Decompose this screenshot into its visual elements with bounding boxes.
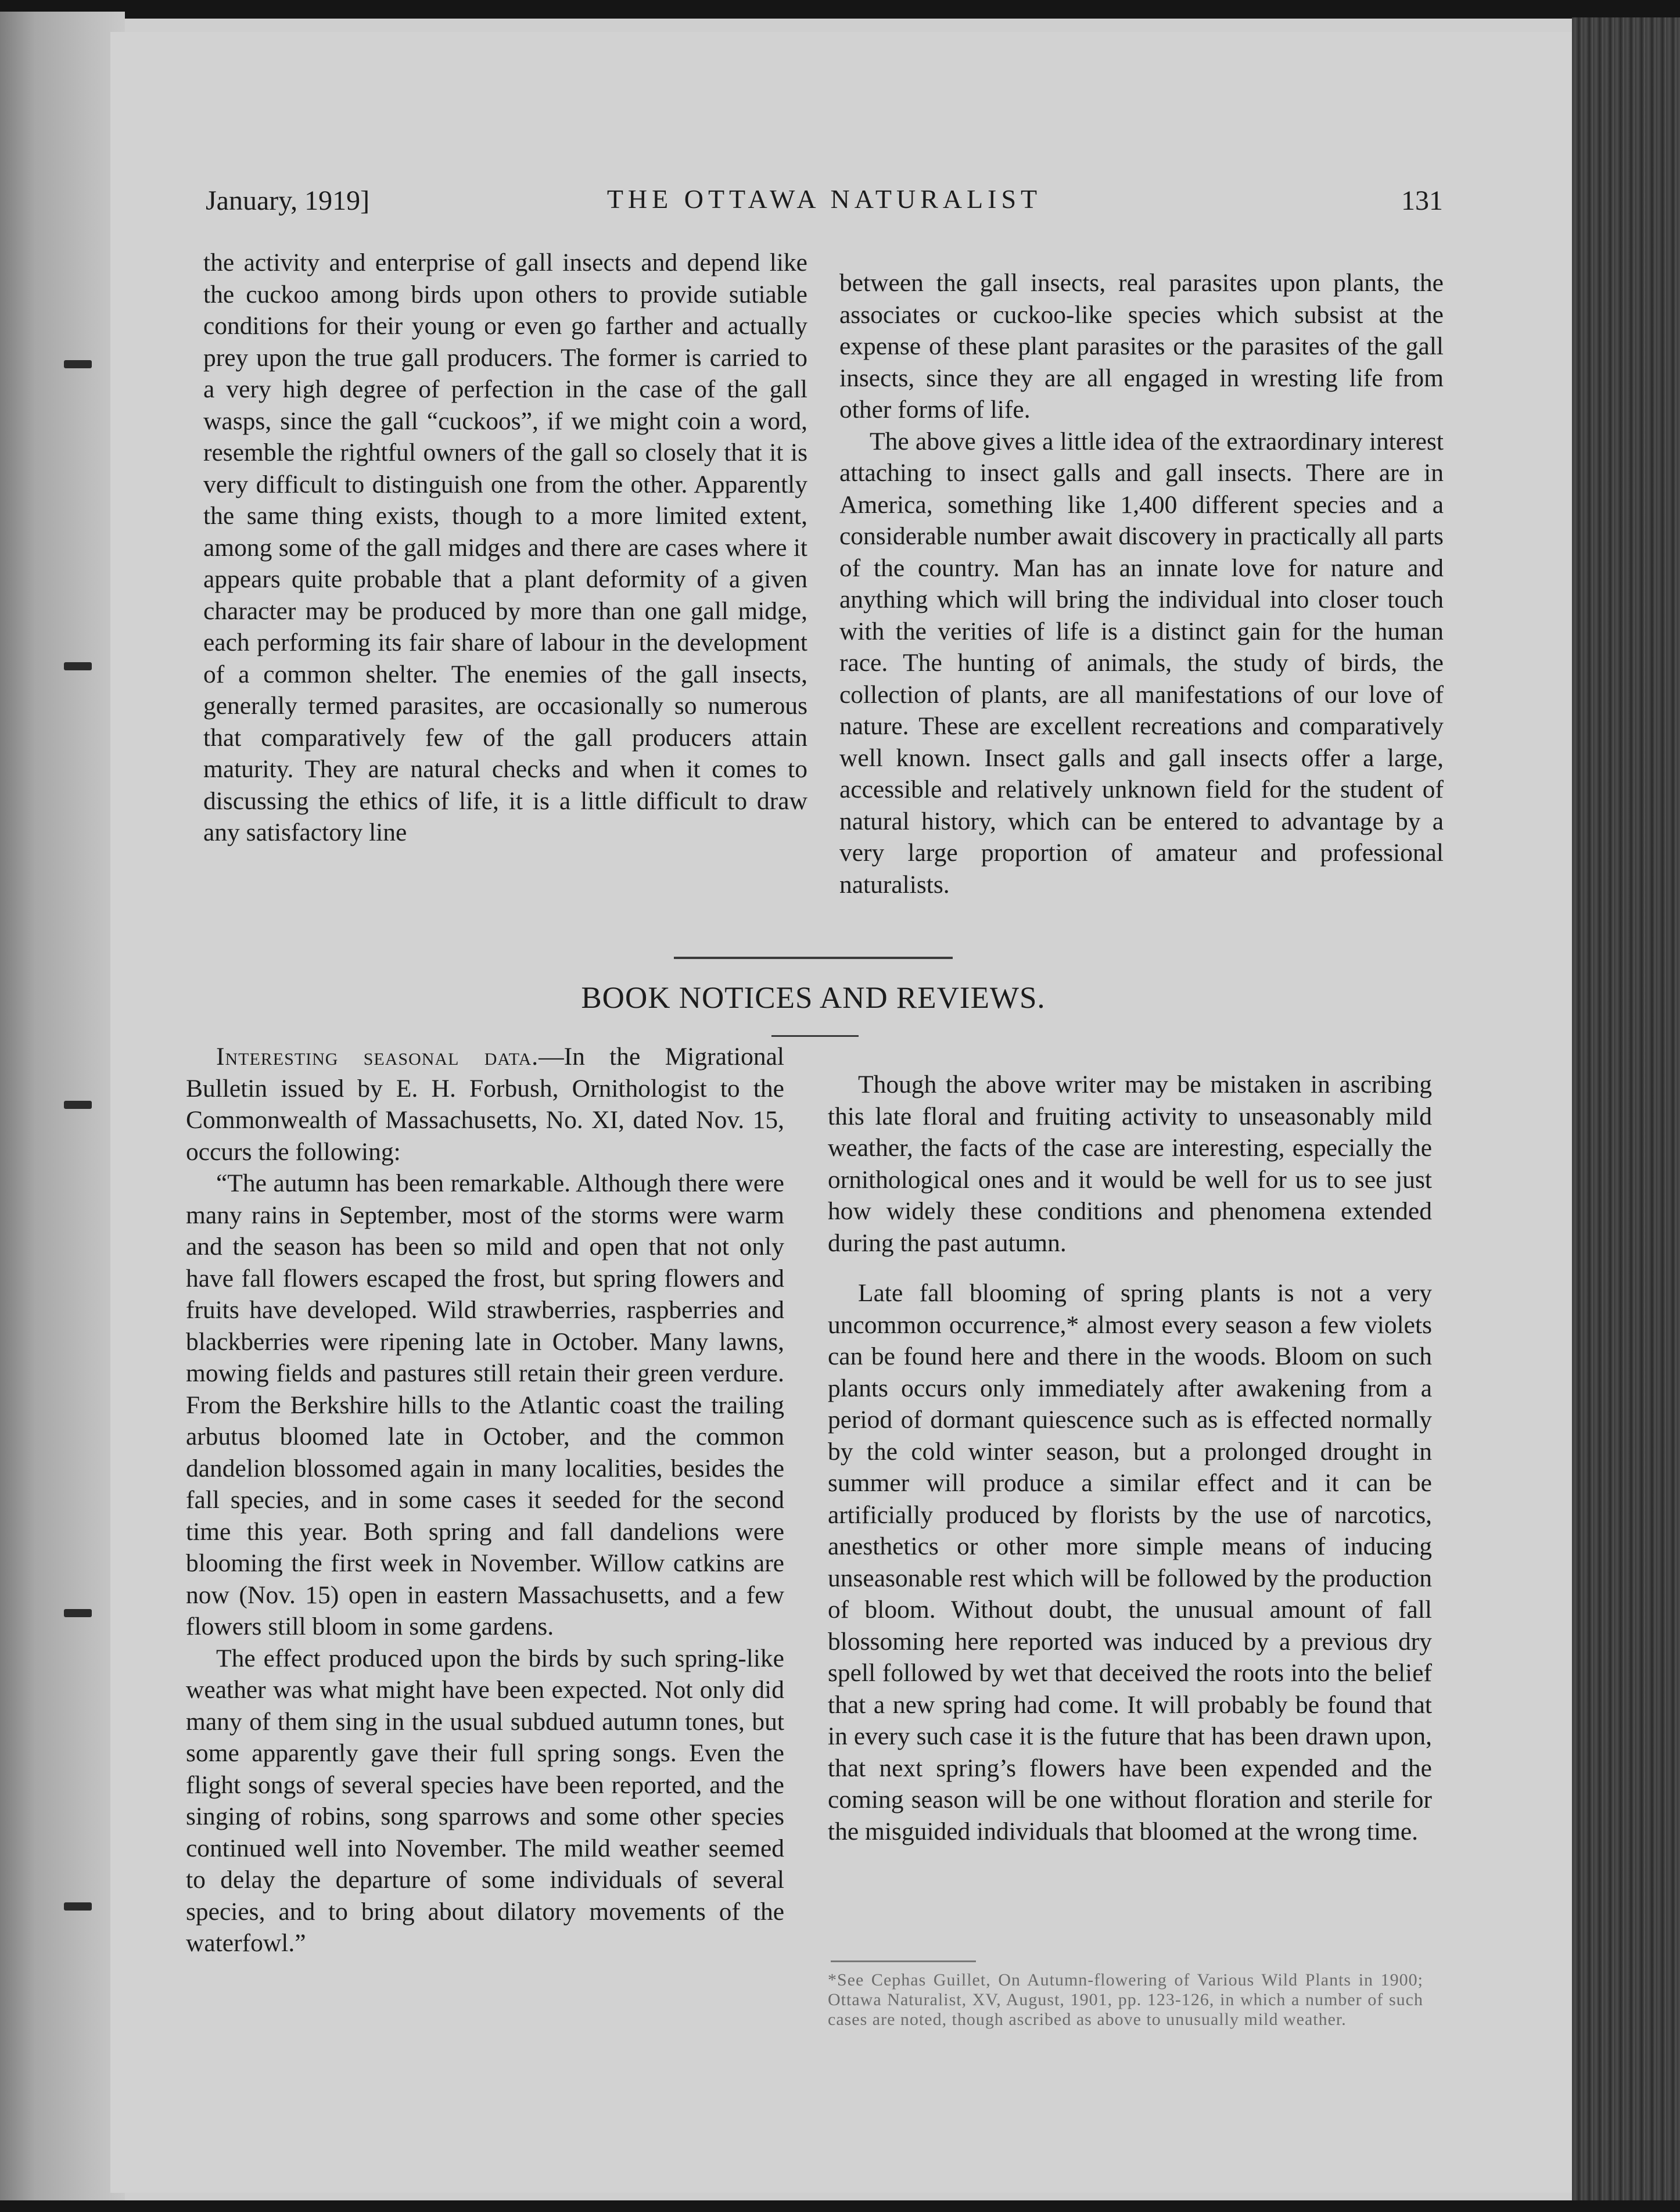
section-divider [674,957,953,959]
review-lead-paragraph [186,1041,784,1168]
quote-paragraph: “The autumn has been remarkable. Although there were many rains in September, most of the storms were warm and the season has been so mild and open that not only have fall flowers escaped the frost, but spring flowers and fruits have developed. Wild strawberries, raspberries and blackberries were ripening late in October. Many lawns, mowing fields and pastures still retain their green verdure. From the Berkshire hills to the Atlantic coast the trailing arbutus bloomed late in October, and the common dandelion blossomed again in many localities, besides the fall species, and in some cases it seeded for the second time this year. Both spring and fall dandelions were blooming the first week in November. Willow catkins are now (Nov. 15) open in eastern Massachusetts, and a few flowers still bloom in some gardens. [186,1169,784,1640]
review-column-right [828,1069,1432,1847]
article-column-left [203,247,807,849]
scan-bottom-band [0,2200,1680,2212]
review-title: Interesting seasonal data. [216,1043,539,1071]
binding-mark [64,360,92,368]
paragraph: The above gives a little idea of the extraordinary interest attaching to insect galls and gall insects. There are in America, something like 1,400 different species and a considerable number await discovery in practically all parts of the country. Man has an innate love for nature and anything which will bring the individual into closer touch with the verities of life is a distinct gain for the human race. The hunting of animals, the study of birds, the collection of plants, are all manifestations of our love of nature. These are excellent recreations and comparatively well known. Insect galls and gall insects offer a large, accessible and relatively unknown field for the student of natural history, which can be entered to advantage by a very large proportion of amateur and professional naturalists. [839,427,1444,899]
footnote: *See Cephas Guillet, On Autumn-flowering of Various Wild Plants in 1900; Ottawa Naturalist, XV, August, 1901, pp. 123-126, in which a number of such cases are noted, though ascribed as above to unusually mild weather. [828,1970,1423,2029]
page-number: 131 [1401,185,1443,216]
issue-date: January, 1919] [206,185,370,216]
review-lead-text: —In the Migrational Bulletin issued by E. H. Forbush, Ornithologist to the Commonwealth of Massachusetts, No. XI, dated Nov. 15, occurs the following: [186,1043,784,1166]
paragraph: Late fall blooming of spring plants is not a very uncommon occurrence,* almost every season a few violets can be found here and there in the woods. Bloom on such plants occurs only immediately after awakening from a period of dormant quiescence such as is effected normally by the cold winter season, but a prolonged drought in summer will produce a similar effect and it can be artificially produced by florists by the use of narcotics, anesthetics or other more simple means of inducing unseasonable rest which will be followed by the production of bloom. Without doubt, the unusual amount of fall blossoming here reported was induced by a previous dry spell followed by wet that deceived the roots into the belief that a new spring had come. It will probably be found that in every such case it is the future that has been drawn upon, that next spring’s flowers have been expended and the coming season will be one without floration and sterile for the misguided individuals that bloomed at the wrong time. [828,1279,1432,1845]
quote-paragraph: The effect produced upon the birds by such spring-like weather was what might have been expected. Not only did many of them sing in the usual subdued autumn tones, but some apparently gave their full spring songs. Even the flight songs of several species have been reported, and the singing of robins, song sparrows and some other species continued well into November. The mild weather seemed to delay the departure of some individuals of several species, and to bring about dilatory movements of the waterfowl.” [186,1644,784,1957]
binding-mark [64,1902,92,1911]
scan-top-band [0,0,1680,19]
book-gutter [0,12,125,2212]
heading-underline [771,1035,859,1037]
binding-mark [64,1101,92,1109]
binding-mark [64,1609,92,1617]
section-heading: BOOK NOTICES AND REVIEWS. [581,981,1046,1015]
journal-title: THE OTTAWA NATURALIST [606,184,1042,214]
article-column-right [839,267,1444,900]
footnote-rule [831,1960,976,1962]
binding-mark [64,662,92,670]
paragraph: between the gall insects, real parasites upon plants, the associates or cuckoo-like species which subsist at the expense of these plant parasites or the parasites of the gall insects, since they are all engaged in wresting life from other forms of life. [839,269,1444,423]
book-page-edges [1572,17,1680,2212]
paragraph: the activity and enterprise of gall insects and depend like the cuckoo among birds upon others to provide sutiable conditions for their young or even go farther and actually prey upon the true gall producers. The former is carried to a very high degree of perfection in the case of the gall wasps, since the gall “cuckoos”, if we might coin a word, resemble the rightful owners of the gall so closely that it is very difficult to distinguish one from the other. Apparently the same thing exists, though to a more limited extent, among some of the gall midges and there are cases where it appears quite probable that a plant deformity of a given character may be produced by more than one gall midge, each performing its fair share of labour in the development of a common shelter. The enemies of the gall insects, generally termed parasites, are occasionally so numerous that comparatively few of the gall producers attain maturity. They are natural checks and when it comes to discussing the ethics of life, it is a little difficult to draw any satisfactory line [203,249,807,846]
paragraph: Though the above writer may be mistaken in ascribing this late floral and fruiting activity to unseasonably mild weather, the facts of the case are interesting, especially the ornithological ones and it would be well for us to see just how widely these conditions and phenomena extended during the past autumn. [828,1071,1432,1257]
running-head [206,185,1443,237]
review-column-left [186,1041,784,1959]
